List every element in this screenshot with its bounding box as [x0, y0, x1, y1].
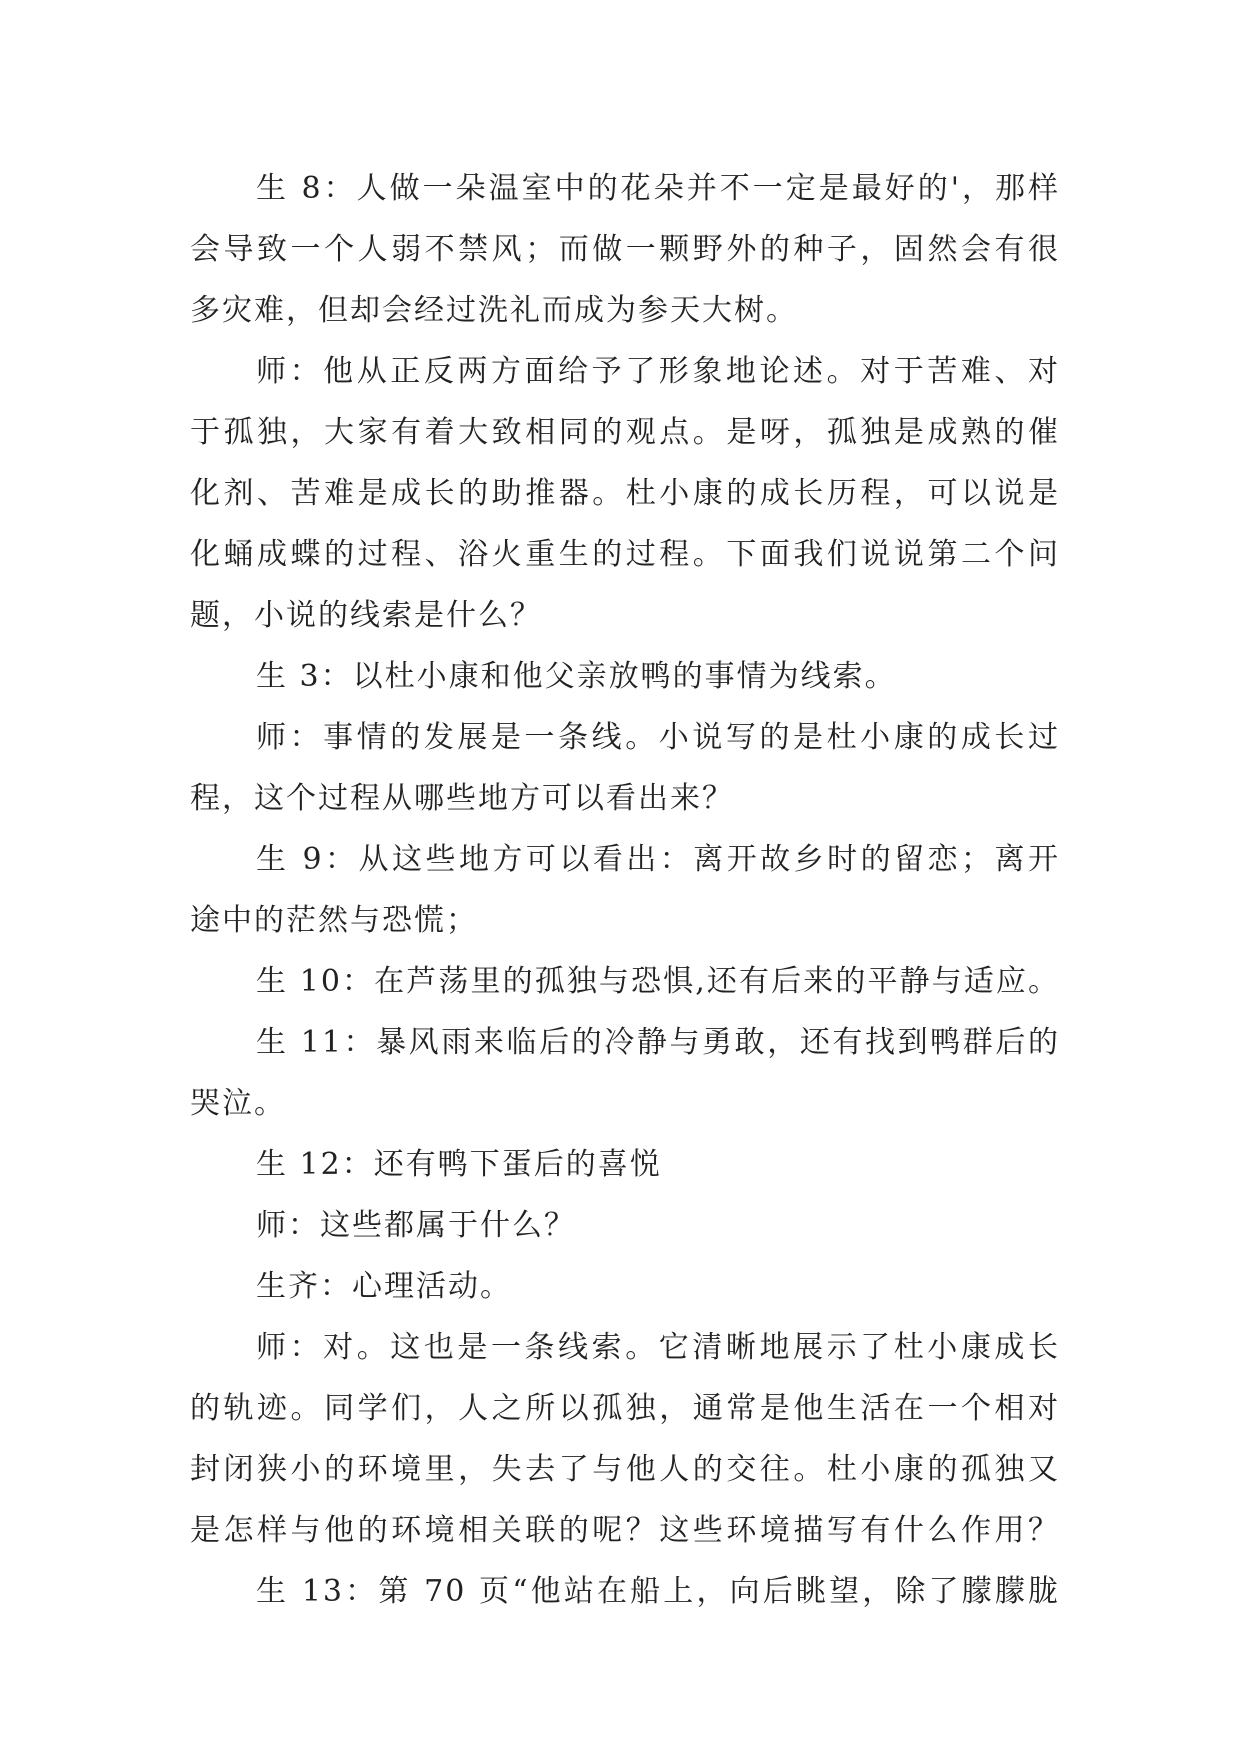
text-line: 题，小说的线索是什么？ [190, 598, 542, 633]
text-line: 途中的茫然与恐慌； [190, 903, 478, 938]
text-line: 生 11：暴风雨来临后的冷静与勇敢，还有找到鸭群后的 [256, 1025, 1060, 1060]
text-line: 的轨迹。同学们，人之所以孤独，通常是他生活在一个相对 [190, 1391, 1060, 1426]
text-line: 生 12：还有鸭下蛋后的喜悦 [256, 1147, 662, 1182]
text-line: 生 13：第 70 页“他站在船上，向后眺望，除了朦朦胧 [256, 1574, 1060, 1609]
text-line: 程，这个过程从哪些地方可以看出来？ [190, 781, 734, 816]
text-line: 化剂、苦难是成长的助推器。杜小康的成长历程，可以说是 [190, 476, 1060, 511]
text-line: 师：他从正反两方面给予了形象地论述。对于苦难、对 [256, 354, 1060, 389]
text-line: 封闭狭小的环境里，失去了与他人的交往。杜小康的孤独又 [190, 1452, 1060, 1487]
text-line: 于孤独，大家有着大致相同的观点。是呀，孤独是成熟的催 [190, 415, 1060, 450]
text-line: 生齐：心理活动。 [256, 1269, 512, 1304]
text-line: 哭泣。 [190, 1086, 286, 1121]
text-line: 生 8：人做一朵温室中的花朵并不一定是最好的'，那样 [256, 171, 1060, 206]
text-line: 生 10：在芦荡里的孤独与恐惧,还有后来的平静与适应。 [256, 964, 1060, 999]
text-line: 生 3：以杜小康和他父亲放鸭的事情为线索。 [256, 659, 897, 694]
text-line: 师：这些都属于什么？ [256, 1208, 576, 1243]
text-line: 化蛹成蝶的过程、浴火重生的过程。下面我们说说第二个问 [190, 537, 1060, 572]
text-line: 多灾难，但却会经过洗礼而成为参天大树。 [190, 293, 798, 328]
document-body [190, 158, 1060, 1622]
text-line: 师：对。这也是一条线索。它清晰地展示了杜小康成长 [256, 1330, 1060, 1365]
text-line: 会导致一个人弱不禁风；而做一颗野外的种子，固然会有很 [190, 232, 1060, 267]
text-line: 是怎样与他的环境相关联的呢？这些环境描写有什么作用？ [190, 1513, 1060, 1548]
text-line: 生 9：从这些地方可以看出：离开故乡时的留恋；离开 [256, 842, 1060, 877]
text-line: 师：事情的发展是一条线。小说写的是杜小康的成长过 [256, 720, 1060, 755]
